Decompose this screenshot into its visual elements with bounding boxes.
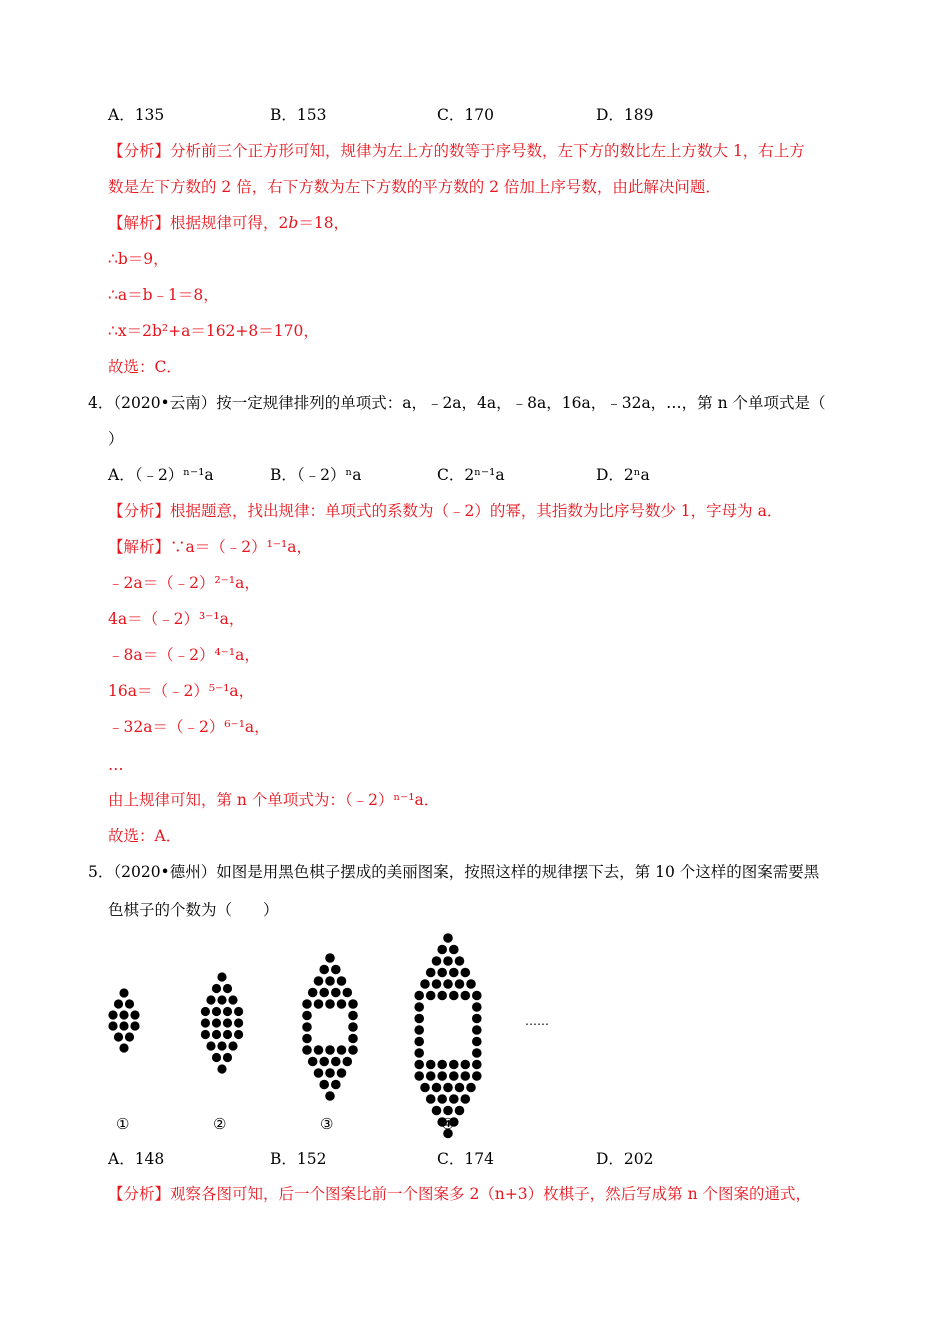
chess-piece <box>119 1021 128 1030</box>
chess-piece <box>331 988 341 998</box>
chess-piece <box>108 1021 117 1030</box>
chess-piece <box>343 1057 353 1067</box>
q4-solution-step6: ﹣32a＝（﹣2）⁶⁻¹a， <box>108 718 270 736</box>
chess-piece <box>314 1068 324 1078</box>
chess-piece <box>414 1037 424 1047</box>
chess-piece <box>130 1010 139 1019</box>
chess-piece <box>223 984 232 993</box>
chess-piece <box>432 1083 442 1093</box>
chess-piece <box>443 1106 453 1116</box>
chess-piece <box>437 991 447 1001</box>
pattern-2 <box>201 972 243 1073</box>
chess-piece <box>348 1045 358 1055</box>
chess-piece <box>331 965 341 975</box>
q5-stem-line2: 色棋子的个数为（ ） <box>108 901 279 919</box>
q4-solution-step5: 16a＝（﹣2）⁵⁻¹a， <box>108 682 255 700</box>
pattern-ellipsis: …… <box>525 1014 549 1028</box>
chess-piece <box>443 933 453 943</box>
chess-piece <box>348 1034 358 1044</box>
chess-piece <box>325 976 335 986</box>
chess-piece <box>449 1094 459 1104</box>
chess-piece <box>414 1071 424 1081</box>
chess-piece <box>461 1094 471 1104</box>
chess-piece <box>319 988 329 998</box>
chess-piece <box>212 984 221 993</box>
q3-option-b: B．153 <box>270 106 327 124</box>
chess-piece <box>201 1007 210 1016</box>
chess-piece <box>432 956 442 966</box>
chess-piece <box>414 1014 424 1024</box>
q4-stem-line2: ） <box>108 430 124 448</box>
chess-piece <box>125 1032 134 1041</box>
q5-analysis: 【分析】观察各图可知，后一个图案比前一个图案多 2（n+3）枚棋子，然后写成第 n 个图案的通式， <box>108 1185 811 1203</box>
q5-option-a: A．148 <box>108 1150 165 1168</box>
chess-piece <box>443 979 453 989</box>
pattern-4 <box>414 933 481 1138</box>
chess-piece <box>217 1064 226 1073</box>
chess-piece <box>437 1060 447 1070</box>
chess-piece <box>234 1007 243 1016</box>
chess-piece <box>125 999 134 1008</box>
chess-piece <box>331 1057 341 1067</box>
q5-option-b: B．152 <box>270 1150 327 1168</box>
chess-piece <box>437 1071 447 1081</box>
chess-piece <box>130 1021 139 1030</box>
q5-option-d: D．202 <box>596 1150 654 1168</box>
chess-piece <box>437 1094 447 1104</box>
chess-piece <box>223 1030 232 1039</box>
chess-piece <box>206 995 215 1004</box>
chess-piece <box>414 1048 424 1058</box>
chess-piece <box>325 1068 335 1078</box>
chess-piece <box>119 1010 128 1019</box>
chess-pattern-figure <box>100 925 580 1140</box>
q5-option-c: C．174 <box>437 1150 494 1168</box>
chess-piece <box>472 1002 482 1012</box>
q4-solution-step3: 4a＝（﹣2）³⁻¹a， <box>108 610 245 628</box>
chess-piece <box>466 979 476 989</box>
q3-option-d: D．189 <box>596 106 654 124</box>
figure-label-3: ③ <box>320 1115 334 1133</box>
chess-piece <box>426 1071 436 1081</box>
q3-option-c: C．170 <box>437 106 494 124</box>
chess-piece <box>302 1045 312 1055</box>
chess-piece <box>206 1041 215 1050</box>
chess-piece <box>212 1018 221 1027</box>
q4-option-a: A．（﹣2）ⁿ⁻¹a <box>108 466 214 484</box>
chess-piece <box>348 1022 358 1032</box>
chess-piece <box>449 968 459 978</box>
q4-solution-step4: ﹣8a＝（﹣2）⁴⁻¹a， <box>108 646 260 664</box>
chess-piece <box>325 999 335 1009</box>
figure-label-4: ④ <box>441 1115 455 1133</box>
chess-piece <box>449 945 459 955</box>
chess-piece <box>223 1007 232 1016</box>
chess-piece <box>420 1083 430 1093</box>
figure-label-1: ① <box>116 1115 130 1133</box>
chess-piece <box>302 1034 312 1044</box>
figure-label-2: ② <box>213 1115 227 1133</box>
chess-piece <box>455 979 465 989</box>
chess-piece <box>414 1060 424 1070</box>
chess-piece <box>472 1014 482 1024</box>
chess-piece <box>319 1080 329 1090</box>
chess-piece <box>432 979 442 989</box>
chess-piece <box>212 1053 221 1062</box>
chess-piece <box>302 1011 312 1021</box>
chess-piece <box>443 956 453 966</box>
chess-piece <box>461 1060 471 1070</box>
chess-piece <box>223 1018 232 1027</box>
q5-stem-line1: 5．（2020•德州）如图是用黑色棋子摆成的美丽图案，按照这样的规律摆下去，第 10 个这样的图案需要黑 <box>88 863 820 881</box>
chess-piece <box>414 1025 424 1035</box>
chess-piece <box>472 1048 482 1058</box>
chess-piece <box>420 979 430 989</box>
chess-piece <box>455 1083 465 1093</box>
q3-option-a: A．135 <box>108 106 165 124</box>
chess-piece <box>217 1041 226 1050</box>
chess-piece <box>217 972 226 981</box>
chess-piece <box>201 1018 210 1027</box>
chess-piece <box>212 1007 221 1016</box>
q3-step1: ∴b＝9， <box>108 250 169 268</box>
q4-stem-line1: 4．（2020•云南）按一定规律排列的单项式：a，﹣2a，4a，﹣8a，16a，﹣32a，…，第 n 个单项式是（ <box>88 394 826 412</box>
chess-piece <box>308 1057 318 1067</box>
chess-piece <box>426 968 436 978</box>
chess-piece <box>319 965 329 975</box>
q4-answer: 故选：A． <box>108 827 182 845</box>
chess-piece <box>325 1045 335 1055</box>
chess-piece <box>319 1057 329 1067</box>
chess-piece <box>472 1060 482 1070</box>
chess-piece <box>119 988 128 997</box>
q4-option-b: B．（﹣2）ⁿa <box>270 466 362 484</box>
pattern-1 <box>108 988 139 1052</box>
chess-piece <box>217 995 226 1004</box>
chess-piece <box>472 991 482 1001</box>
chess-piece <box>337 1068 347 1078</box>
chess-piece <box>472 1071 482 1081</box>
chess-piece <box>108 1010 117 1019</box>
chess-piece <box>302 999 312 1009</box>
q4-option-d: D．2ⁿa <box>596 466 650 484</box>
pattern-3 <box>302 953 358 1101</box>
chess-piece <box>228 995 237 1004</box>
chess-piece <box>414 991 424 1001</box>
chess-piece <box>314 999 324 1009</box>
chess-piece <box>119 1043 128 1052</box>
chess-piece <box>426 1060 436 1070</box>
chess-piece <box>348 999 358 1009</box>
chess-piece <box>455 956 465 966</box>
chess-piece <box>461 1071 471 1081</box>
chess-piece <box>343 988 353 998</box>
chess-piece <box>201 1030 210 1039</box>
q4-conclusion: 由上规律可知，第 n 个单项式为：（﹣2）ⁿ⁻¹a． <box>108 791 440 809</box>
chess-piece <box>461 991 471 1001</box>
chess-piece <box>432 1106 442 1116</box>
chess-piece <box>472 1037 482 1047</box>
chess-piece <box>455 1106 465 1116</box>
q3-step2: ∴a＝b﹣1＝8， <box>108 286 219 304</box>
chess-piece <box>314 1045 324 1055</box>
chess-piece <box>437 968 447 978</box>
chess-piece <box>337 976 347 986</box>
chess-piece <box>337 1045 347 1055</box>
q4-option-c: C．2ⁿ⁻¹a <box>437 466 505 484</box>
chess-piece <box>449 1071 459 1081</box>
q4-solution-ellipsis: … <box>108 756 124 774</box>
q3-step3: ∴x＝2b²+a＝162+8＝170， <box>108 322 319 340</box>
chess-piece <box>414 1002 424 1012</box>
chess-piece <box>466 1083 476 1093</box>
chess-piece <box>325 1091 335 1101</box>
chess-piece <box>443 1083 453 1093</box>
chess-piece <box>426 991 436 1001</box>
chess-piece <box>114 999 123 1008</box>
chess-piece <box>223 1053 232 1062</box>
chess-piece <box>302 1022 312 1032</box>
q3-analysis-line2: 数是左下方数的 2 倍，右下方数为左下方数的平方数的 2 倍加上序号数，由此解决问题． <box>108 178 721 196</box>
chess-piece <box>212 1030 221 1039</box>
chess-piece <box>308 988 318 998</box>
chess-piece <box>314 976 324 986</box>
chess-piece <box>337 999 347 1009</box>
chess-piece <box>331 1080 341 1090</box>
q4-solution-step1: 【解析】∵a＝（﹣2）¹⁻¹a， <box>108 538 312 556</box>
q3-analysis-line1: 【分析】分析前三个正方形可知，规律为左上方的数等于序号数，左下方的数比左上方数大 1，右上方 <box>108 142 805 160</box>
q3-answer: 故选：C． <box>108 358 182 376</box>
chess-piece <box>234 1018 243 1027</box>
chess-piece <box>437 945 447 955</box>
chess-piece <box>426 1094 436 1104</box>
q4-solution-step2: ﹣2a＝（﹣2）²⁻¹a， <box>108 574 260 592</box>
q3-solution-line: 【解析】根据规律可得，2b＝18， <box>108 214 350 232</box>
chess-piece <box>461 968 471 978</box>
chess-piece <box>449 991 459 1001</box>
chess-piece <box>472 1025 482 1035</box>
chess-piece <box>325 953 335 963</box>
chess-piece <box>234 1030 243 1039</box>
chess-piece <box>348 1011 358 1021</box>
chess-piece <box>114 1032 123 1041</box>
chess-piece <box>228 1041 237 1050</box>
chess-piece <box>449 1060 459 1070</box>
q4-analysis: 【分析】根据题意，找出规律：单项式的系数为（﹣2）的幂，其指数为比序号数少 1，字母为 a． <box>108 502 783 520</box>
